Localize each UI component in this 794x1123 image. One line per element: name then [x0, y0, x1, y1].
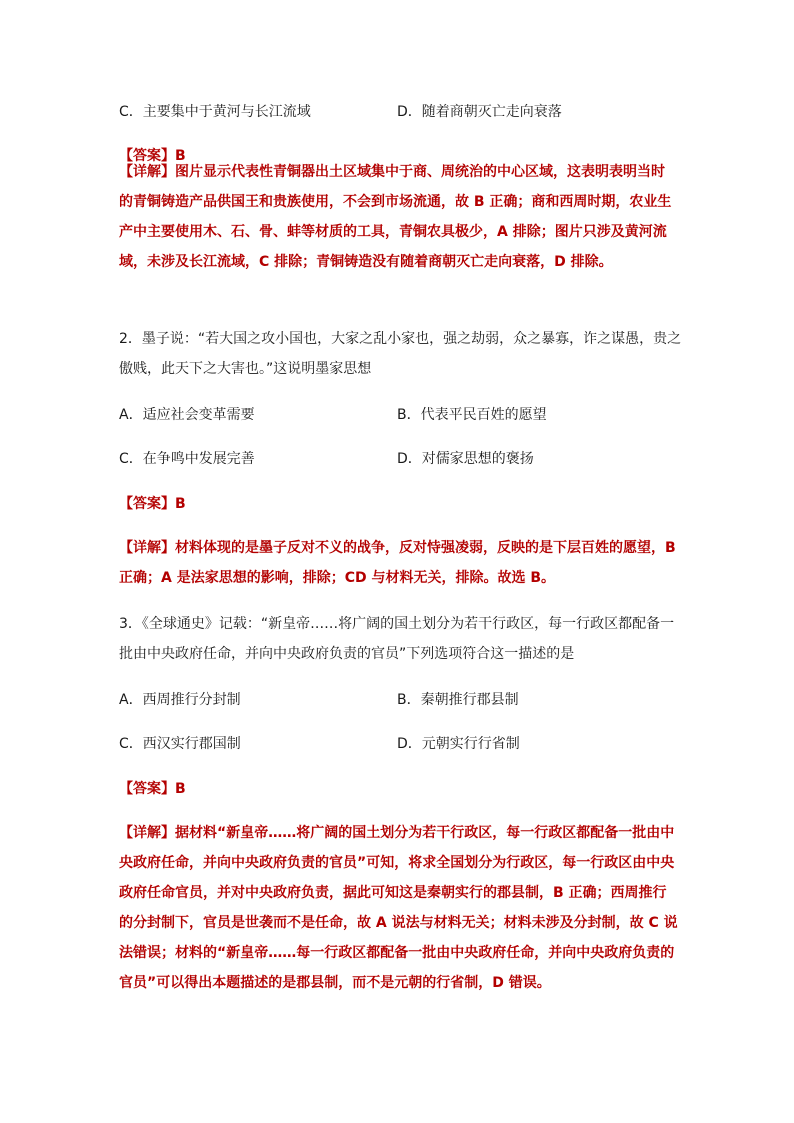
q3-detail-line: 政府任命官员，并对中央政府负责，据此可知这是秦朝实行的郡县制，B 正确；西周推行	[119, 885, 667, 901]
q3-detail-line: 的分封制下，官员是世袭而不是任命，故 A 说法与材料无关；材料未涉及分封制，故 C 说	[119, 915, 678, 931]
q3-stem-line: 批由中央政府任命，并向中央政府负责的官员”下列选项符合这一描述的是	[119, 646, 575, 662]
q2-stem	[119, 324, 682, 384]
q2-option-c: C．在争鸣中发展完善	[119, 451, 255, 467]
q3-stem	[119, 609, 679, 669]
q2-option-d: D．对儒家思想的褒扬	[397, 451, 534, 467]
q2-option-a: A．适应社会变革需要	[119, 407, 255, 423]
q2-stem-line: 2．墨子说：“若大国之攻小国也，大家之乱小家也，强之劫弱，众之暴寡，诈之谋愚，贵之	[119, 331, 682, 347]
q3-option-c: C．西汉实行郡国制	[119, 736, 241, 752]
q2-detail-line: 【详解】材料体现的是墨子反对不义的战争，反对恃强凌弱，反映的是下层百姓的愿望，B	[119, 540, 676, 556]
q1-detail-line: 产中主要使用木、石、骨、蚌等材质的工具，青铜农具极少，A 排除；图片只涉及黄河流	[119, 224, 667, 240]
q2-detail-line: 正确；A 是法家思想的影响，排除；CD 与材料无关，排除。故选 B。	[119, 570, 556, 586]
q1-detail	[119, 157, 679, 277]
q2-detail	[119, 533, 679, 593]
q3-detail-line: 央政府任命，并向中央政府负责的官员”可知，将求全国划分为行政区，每一行政区由中央	[119, 855, 675, 871]
q1-answer: 【答案】B	[119, 148, 186, 164]
q3-detail-line: 法错误；材料的“新皇帝……每一行政区都配备一批由中央政府任命，并向中央政府负责的	[119, 945, 675, 961]
q1-detail-line: 的青铜铸造产品供国王和贵族使用，不会到市场流通，故 B 正确；商和西周时期，农业生	[119, 194, 672, 210]
q1-detail-line: 域，未涉及长江流域，C 排除；青铜铸造没有随着商朝灭亡走向衰落，D 排除。	[119, 254, 613, 270]
q2-stem-line: 傲贱，此天下之大害也。”这说明墨家思想	[119, 361, 372, 377]
q3-stem-line: 3．《全球通史》记载：“新皇帝……将广阔的国土划分为若干行政区，每一行政区都配备一	[119, 616, 675, 632]
q3-option-a: A．西周推行分封制	[119, 692, 241, 708]
q2-option-b: B．代表平民百姓的愿望	[397, 407, 547, 423]
q2-answer: 【答案】B	[119, 496, 186, 512]
q3-detail-line: 官员”可以得出本题描述的是郡县制，而不是元朝的行省制，D 错误。	[119, 975, 551, 991]
q3-detail-line: 【详解】据材料“新皇帝……将广阔的国土划分为若干行政区，每一行政区都配备一批由中	[119, 825, 675, 841]
q3-detail	[119, 818, 679, 998]
q3-option-b: B．秦朝推行郡县制	[397, 692, 519, 708]
q3-answer: 【答案】B	[119, 781, 186, 797]
q1-option-d: D．随着商朝灭亡走向衰落	[397, 104, 562, 120]
q1-detail-line: 【详解】图片显示代表性青铜器出土区域集中于商、周统治的中心区域，这表明表明当时	[119, 164, 665, 180]
q1-option-c: C．主要集中于黄河与长江流域	[119, 104, 311, 120]
q3-option-d: D．元朝实行行省制	[397, 736, 520, 752]
